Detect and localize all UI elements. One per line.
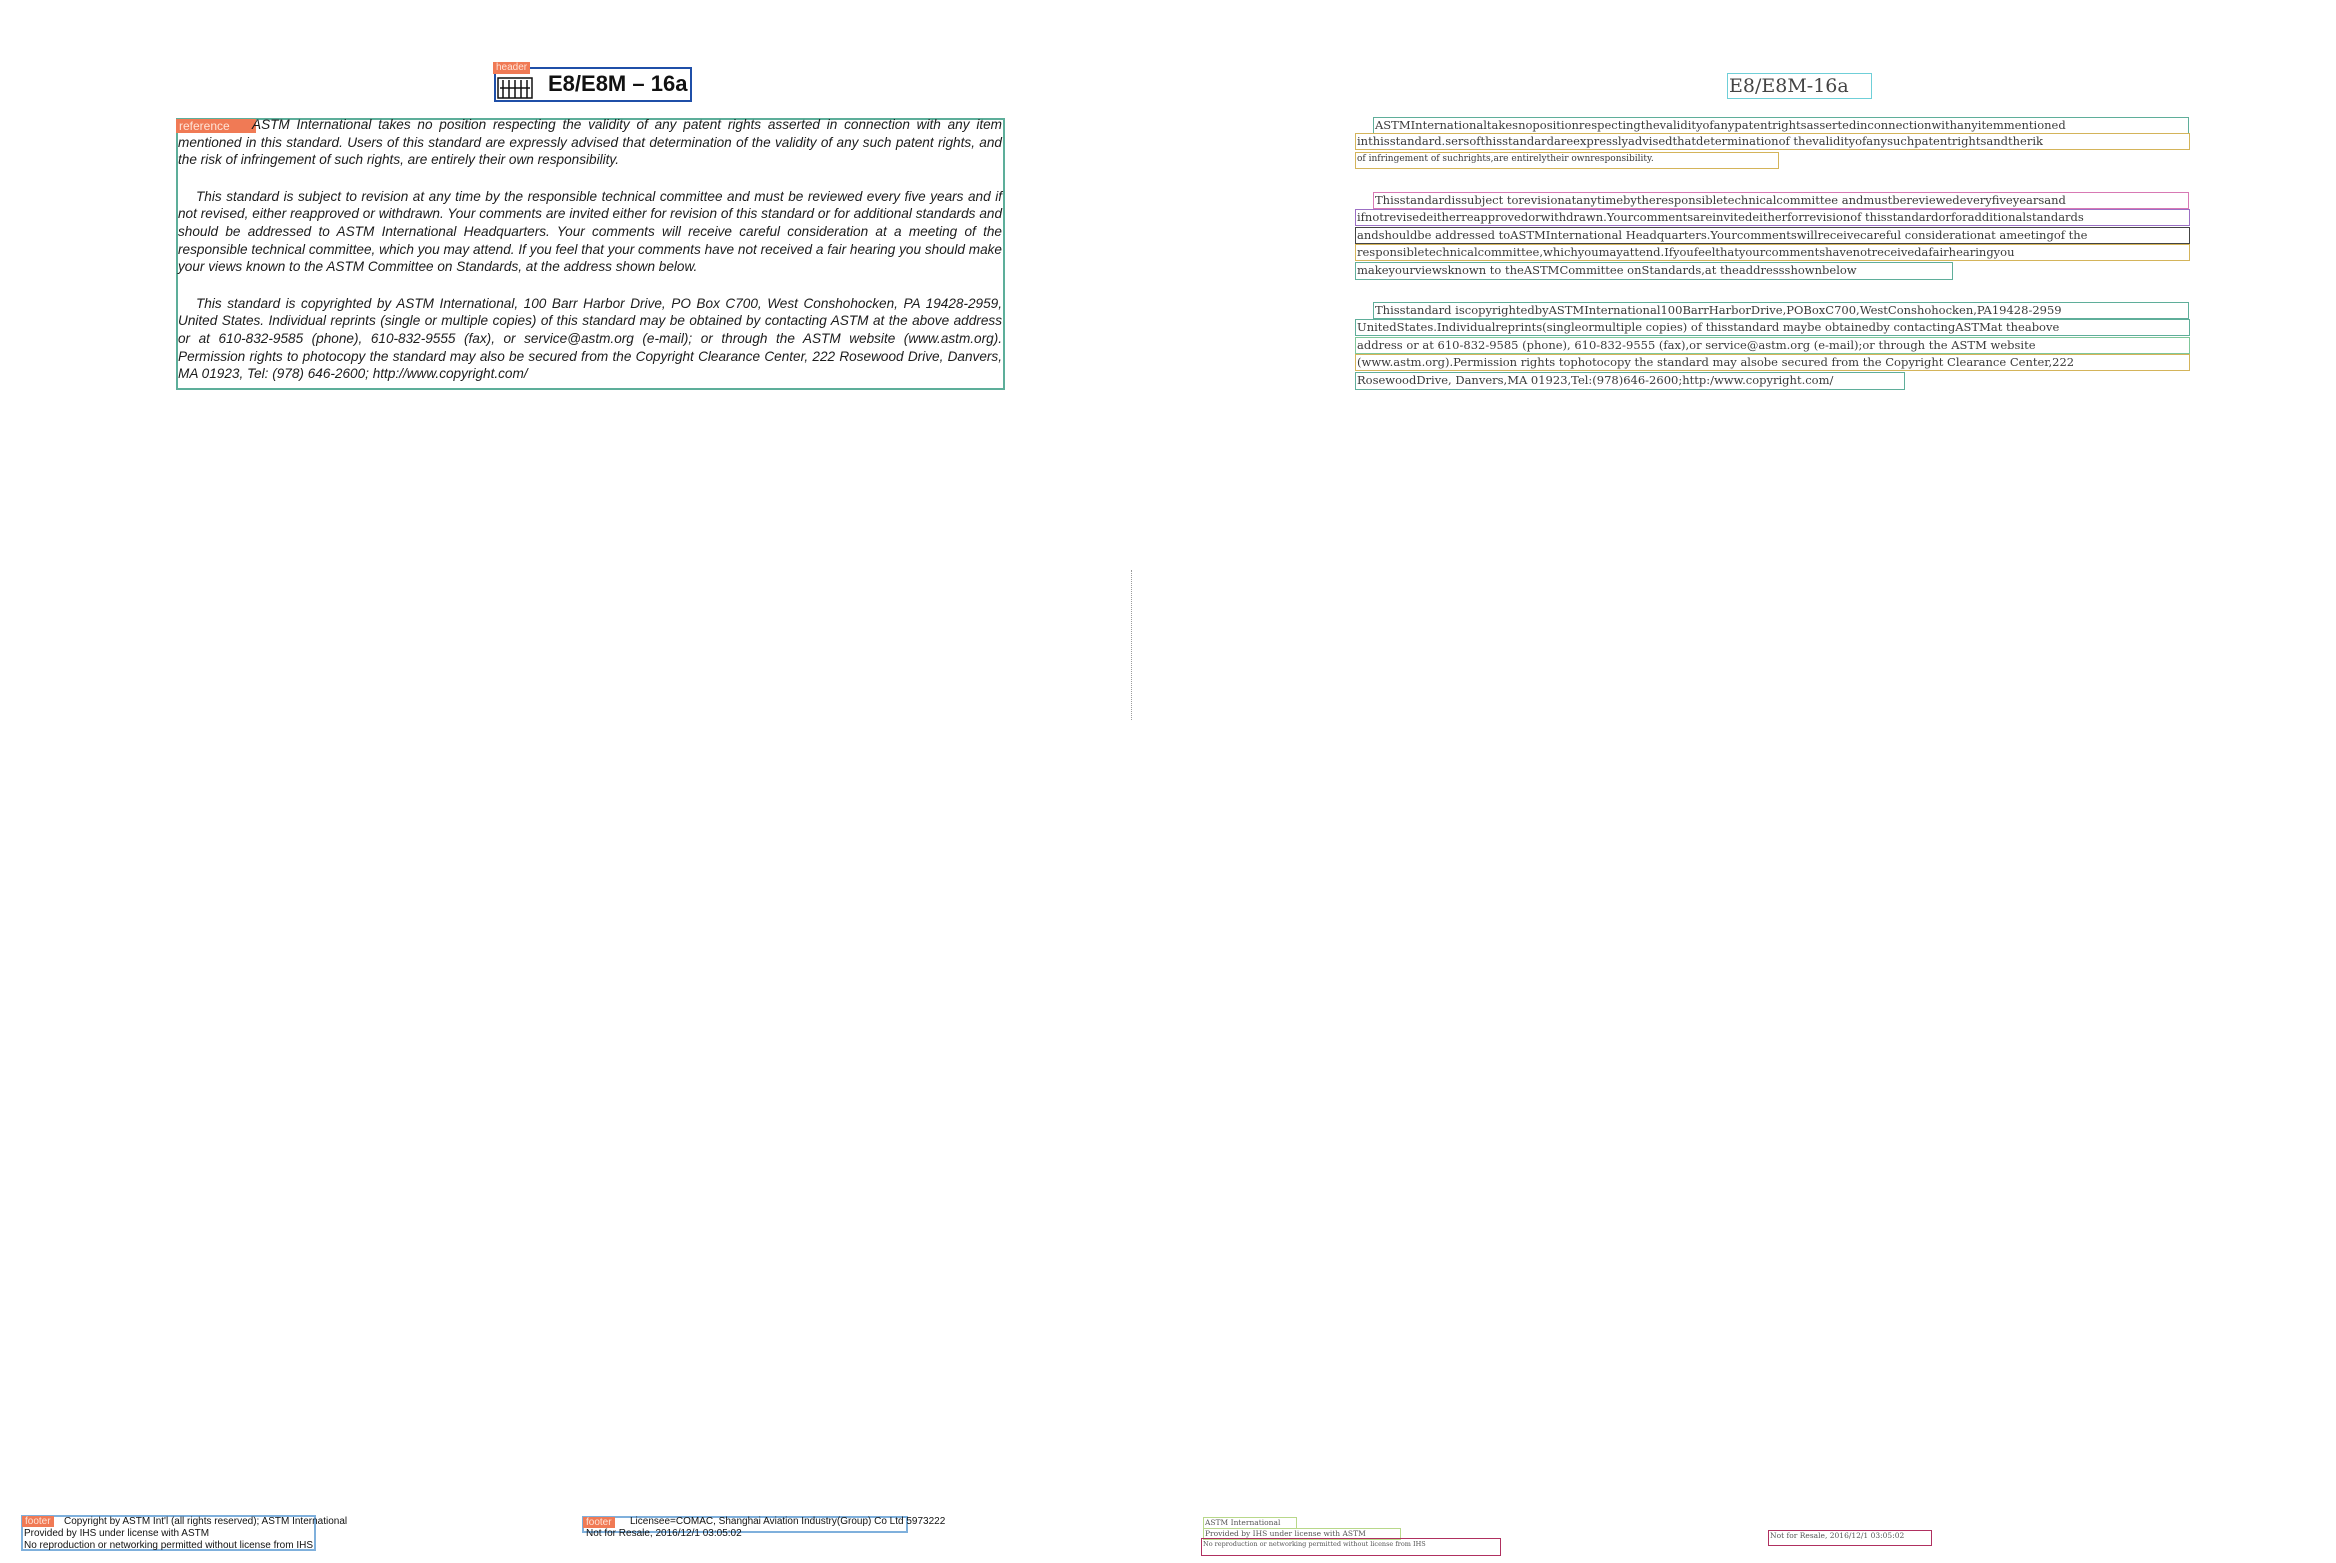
right-line: responsibletechnicalcommittee,whichyoumayattend.Ifyoufeelthatyourcommentshavenotreceivedafairhearingyou: [1357, 245, 2015, 259]
right-line: makeyourviewsknown to theASTMCommittee onStandards,at theaddressshownbelow: [1357, 263, 1857, 277]
right-line: inthisstandard.sersofthisstandardareexpresslyadvisedthatdeterminationof thevalidityofanysuchpatentrightsandtherik: [1357, 134, 2043, 148]
right-line: ifnotrevisedeitherreapprovedorwithdrawn.Yourcommentsareinvitedeitherforrevisionof thisstandardorforadditionalstandards: [1357, 210, 2084, 224]
left-paragraph-1: ASTM International takes no position respecting the validity of any patent rights asserted in connection with any item mentioned in this standard. Users of this standard are expressly advised that determination of the validity of any such patent rights, and the risk of infringement of such rights, are entirely their own responsibility.: [178, 117, 1002, 168]
footer-1-line-3: No reproduction or networking permitted without license from IHS: [24, 1540, 314, 1551]
reference-label: reference: [176, 119, 256, 133]
footer-text-1: [24, 1516, 348, 1551]
left-paragraph-2: This standard is subject to revision at any time by the responsible technical committee and must be reviewed every five years and if not revised, either reapproved or withdrawn. Your comments are invited either for revision of this standard or for additional standards and should be addressed to ASTM International Headquarters. Your comments will receive careful consideration at a meeting of the responsible technical committee, which you may attend. If you feel that your comments have not received a fair hearing you should make your views known to the ASTM Committee on Standards, at the address shown below.: [178, 188, 1002, 275]
footer-2-line-2: Not for Resale, 2016/12/1 03:05:02: [586, 1528, 742, 1539]
right-footer-line-2: Provided by IHS under license with ASTM: [1205, 1529, 1366, 1538]
footer-1-line-2: Provided by IHS under license with ASTM: [24, 1528, 210, 1539]
left-paragraphs: [178, 116, 1002, 383]
footer-text-2: [586, 1516, 946, 1539]
left-doc-title: E8/E8M – 16a: [548, 71, 688, 96]
right-line: ASTMInternationaltakesnopositionrespectingthevalidityofanypatentrightsassertedinconnectionwithanyitemmentioned: [1375, 118, 2066, 132]
footer-2-line-1: Licensee=COMAC, Shanghai Aviation Industry(Group) Co Ltd 5973222: [630, 1516, 946, 1527]
right-line: RosewoodDrive, Danvers,MA 01923,Tel:(978)646-2600;http:/www.copyright.com/: [1357, 373, 1834, 387]
footer-1-line-1: Copyright by ASTM Int'l (all rights reserved); ASTM International: [64, 1516, 348, 1527]
right-line: address or at 610-832-9585 (phone), 610-832-9555 (fax),or service@astm.org (e-mail);or through the ASTM website: [1357, 338, 2036, 352]
center-divider: [1131, 570, 1132, 720]
right-footer-line-4: Not for Resale, 2016/12/1 03:05:02: [1770, 1531, 1905, 1540]
footer-label-1: footer: [22, 1516, 54, 1527]
header-label: header: [493, 62, 530, 74]
right-line: andshouldbe addressed toASTMInternational Headquarters.Yourcommentswillreceivecareful considerationat ameetingof the: [1357, 228, 2088, 242]
right-line: (www.astm.org).Permission rights tophotocopy the standard may alsobe secured from the Copyright Clearance Center,222: [1357, 355, 2075, 369]
footer-label-2: footer: [583, 1517, 615, 1528]
right-footer-line-3: No reproduction or networking permitted without license from IHS: [1203, 1540, 1426, 1548]
right-line: Thisstandard iscopyrightedbyASTMInternational100BarrHarborDrive,POBoxC700,WestConshohocken,PA19428-2959: [1375, 303, 2062, 317]
astm-logo: [497, 76, 533, 100]
right-line: of infringement of suchrights,are entirelytheir ownresponsibility.: [1357, 154, 1654, 164]
right-line: UnitedStates.Individualreprints(singleormultiple copies) of thisstandard maybe obtainedby contactingASTMat theabove: [1357, 320, 2060, 334]
right-footer-line-1: ASTM International: [1205, 1518, 1281, 1527]
right-line: Thisstandardissubject torevisionatanytimebytheresponsibletechnicalcommittee andmustbereviewedeveryfiveyearsand: [1375, 193, 2066, 207]
right-doc-title: E8/E8M-16a: [1729, 75, 1849, 97]
left-paragraph-3: This standard is copyrighted by ASTM International, 100 Barr Harbor Drive, PO Box C700, West Conshohocken, PA 19428-2959, United States. Individual reprints (single or multiple copies) of this standard may be obtained by contacting ASTM at the above address or at 610-832-9585 (phone), 610-832-9555 (fax), or service@astm.org (e-mail); or through the ASTM website (www.astm.org). Permission rights to photocopy the standard may also be secured from the Copyright Clearance Center, 222 Rosewood Drive, Danvers, MA 01923, Tel: (978) 646-2600; http://www.copyright.com/: [178, 295, 1002, 382]
